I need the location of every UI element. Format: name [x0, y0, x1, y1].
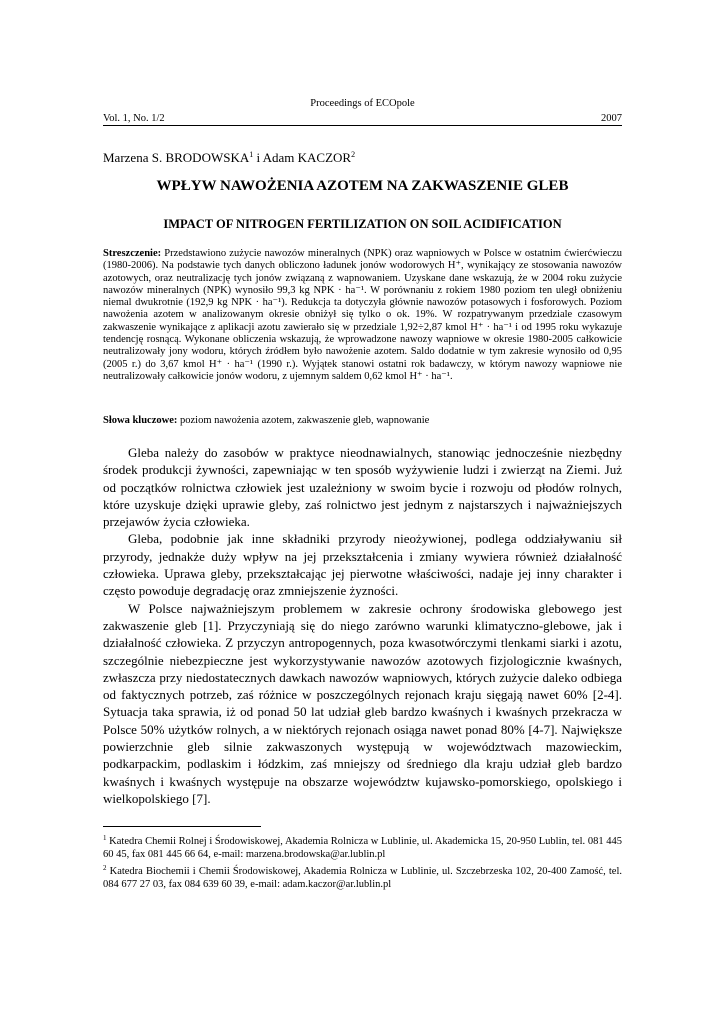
title-polish: WPŁYW NAWOŻENIA AZOTEM NA ZAKWASZENIE GLEB: [156, 178, 569, 194]
running-head: Proceedings of ECOpole: [310, 98, 415, 109]
footnote-divider: [103, 826, 261, 827]
author-1-footnote-mark: 1: [249, 150, 254, 159]
body-paragraph-3: W Polsce najważniejszym problemem w zakresie ochrony środowiska glebowego jest zakwaszenie gleb [1]. Przyczyniają się do niego zarówno warunki klimatyczno-glebowe, jak i działalność człowieka. Z przyczyn antropogennych, poza kwasotwórczymi tlenkami siarki i azotu, szczególnie niebezpieczne jest wykorzystywanie nawozów azotowych fizjologicznie kwaśnych, zwłaszcza przy niedostatecznych dawkach nawozów wapniowych, których zużycie daleko odbiega od faktycznych potrzeb, zaś różnice w poszczególnych rejonach kraju sięgają nawet 60% [2-4]. Sytuacja taka sprawia, iż od ponad 50 lat udział gleb bardzo kwaśnych i kwaśnych przekracza w Polsce 50% użytków rolnych, a w niektórych rejonach osiąga nawet ponad 80% [4-7]. Największe powierzchnie gleb silnie zakwaszonych występują w województwach mazowieckim, podkarpackim, podlaskim i łódzkim, zaś mniejszy od średniego dla kraju udział gleb bardzo kwaśnych i kwaśnych występuje na obszarze województw kujawsko-pomorskiego, opolskiego i wielkopolskiego [7].: [103, 600, 622, 806]
author-2-footnote-mark: 2: [351, 150, 356, 159]
footnote-2-text: Katedra Biochemii i Chemii Środowiskowej, Akademia Rolnicza w Lublinie, ul. Szczebrzeska 102, 20-400 Zamość, tel. 084 677 27 03, fax 084 639 60 39, e-mail: adam.kaczor@ar.lublin.pl: [103, 866, 622, 890]
keywords-label: Słowa kluczowe:: [103, 415, 178, 426]
author-connector: i Adam KACZOR: [253, 150, 352, 165]
author-1: Marzena S. BRODOWSKA: [103, 150, 250, 165]
volume-line: [103, 113, 622, 126]
abstract-text: Przedstawiono zużycie nawozów mineralnych (NPK) oraz wapniowych w Polsce w ostatnim ćwierćwieczu (1980-2006). Na podstawie tych danych obliczono ładunek jonów wodorowych H⁺, wynikający ze stosowania nawozów azotowych, oraz neutralizację tych jonów związaną z wapnowaniem. Uzyskane dane wskazują, że w 2004 roku zużycie nawozów mineralnych (NPK) wynosiło 99,3 kg NPK · ha⁻¹. W porównaniu z rokiem 1980 poziom ten uległ obniżeniu niemal dwukrotnie (192,9 kg NPK · ha⁻¹). Redukcja ta dotyczyła głównie nawozów potasowych i fosforowych. Poziom nawożenia azotem w analizowanym okresie obniżył się tylko o ok. 19%. W rozpatrywanym przedziale czasowym zakwaszenie wynikające z aplikacji azotu zawierało się w przedziale 1,92÷2,87 kmol H⁺ · ha⁻¹ i od 1995 roku wykazuje tendencję rosnącą. Wykonane obliczenia wskazują, że wprowadzone nawozy wapniowe w okresie 1980-2005 całkowicie neutralizowały jony wodoru, których źródłem było nawożenie azotem. Saldo dodatnie w tym zakresie wynosiło od 0,95 (2005 r.) do 3,67 kmol H⁺ · ha⁻¹ (1990 r.). Wyjątek stanowi ostatni rok badawczy, w którym nawozy wapniowe nie neutralizowały całkowicie jonów wodoru, z ujemnym saldem 0,62 kmol H⁺ · ha⁻¹.: [103, 248, 622, 382]
footnote-1-text: Katedra Chemii Rolnej i Środowiskowej, Akademia Rolnicza w Lublinie, ul. Akademicka 15, 20-950 Lublin, tel. 081 445 60 45, fax 081 445 66 64, e-mail: marzena.brodowska@ar.lublin.pl: [103, 836, 622, 860]
body-paragraph-2: Gleba, podobnie jak inne składniki przyrody nieożywionej, podlega oddziaływaniu sił przyrody, jednakże duży wpływ na jej przekształcenia i zmiany wywiera również działalność człowieka. Uprawa gleby, przekształcając jej pierwotne właściwości, nadaje jej inny charakter i często powoduje degradację oraz zmniejszenie żyzności.: [103, 531, 622, 599]
title-english: IMPACT OF NITROGEN FERTILIZATION ON SOIL ACIDIFICATION: [163, 217, 562, 231]
footnote-2: [103, 862, 622, 891]
volume-label: Vol. 1, No. 1/2: [103, 113, 165, 124]
abstract: [103, 248, 622, 383]
footnote-1: [103, 832, 622, 861]
abstract-label: Streszczenie:: [103, 248, 162, 259]
year-label: 2007: [601, 113, 622, 124]
keywords-text: poziom nawożenia azotem, zakwaszenie gleb, wapnowanie: [177, 415, 430, 426]
body-paragraph-1: Gleba należy do zasobów w praktyce nieodnawialnych, stanowiąc jednocześnie niezbędny środek produkcji żywności, zapewniając w ten sposób wyżywienie ludzi i zwierząt na Ziemi. Już od początków rolnictwa człowiek jest uzależniony w swoim bycie i rozwoju od płodów rolnych, które uzyskuje dzięki uprawie gleby, zaś rolnictwo jest jednym z najstarszych i najważniejszych przejawów życia człowieka.: [103, 445, 622, 530]
footnote-1-mark: 1: [103, 834, 107, 842]
footnote-2-mark: 2: [103, 864, 107, 873]
body-text: [103, 444, 622, 807]
keywords: [103, 415, 622, 426]
footnotes: [103, 832, 622, 892]
authors: [103, 150, 355, 166]
